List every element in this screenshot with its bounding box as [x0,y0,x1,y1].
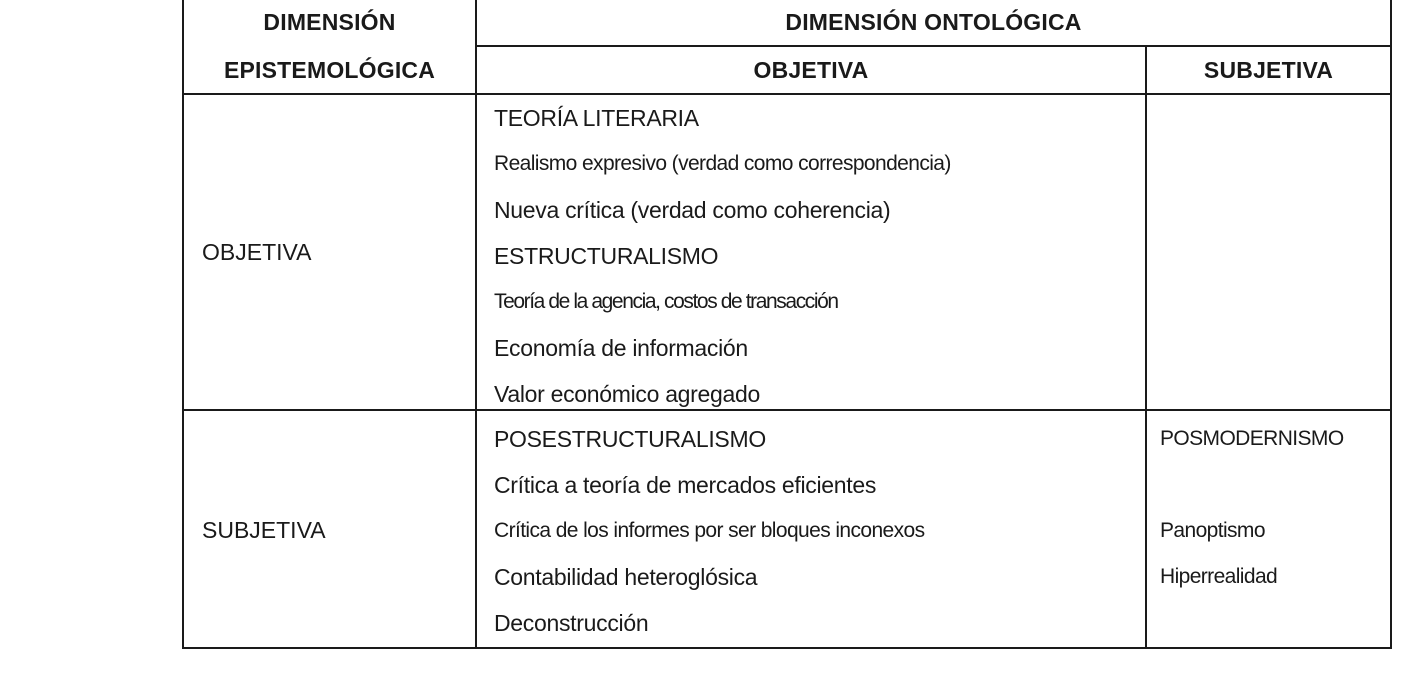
header-epistemologica-line2: EPISTEMOLÓGICA [223,56,436,83]
list-item [1160,600,1388,646]
subjetiva-subjetiva-list [1160,416,1388,646]
list-item: Realismo expresivo (verdad como correspondencia) [494,152,951,175]
list-item: POSMODERNISMO [1160,427,1344,450]
list-item [1160,462,1388,508]
list-item: Teoría de la agencia, costos de transacción [494,290,838,313]
list-item: Contabilidad heteroglósica [494,563,758,590]
column-divider-1 [475,0,477,649]
row-label-subjetiva: SUBJETIVA [202,516,326,543]
list-item: ESTRUCTURALISMO [494,242,719,269]
list-item: Deconstrucción [494,609,649,636]
list-item: TEORÍA LITERARIA [494,104,699,131]
header-ontologica: DIMENSIÓN ONTOLÓGICA [785,9,1082,35]
header-epistemologica-line1: DIMENSIÓN [263,9,396,35]
list-item: Crítica a teoría de mercados eficientes [494,471,877,498]
header-ontologica-subjetiva: SUBJETIVA [1203,56,1334,83]
list-item: POSESTRUCTURALISMO [494,425,766,452]
header-ontologica-objetiva: OBJETIVA [753,56,869,83]
list-item: Panoptismo [1160,519,1265,542]
list-item: Hiperrealidad [1160,565,1278,588]
column-divider-2 [1145,47,1147,649]
list-item: Economía de información [494,334,748,361]
subjetiva-objetiva-list [494,416,1139,646]
list-item: Crítica de los informes por ser bloques inconexos [494,519,925,542]
list-item: Valor económico agregado [494,380,760,407]
list-item: Nueva crítica (verdad como coherencia) [494,196,891,223]
row-label-objetiva: OBJETIVA [202,238,312,265]
objetiva-objetiva-list [494,95,1139,417]
